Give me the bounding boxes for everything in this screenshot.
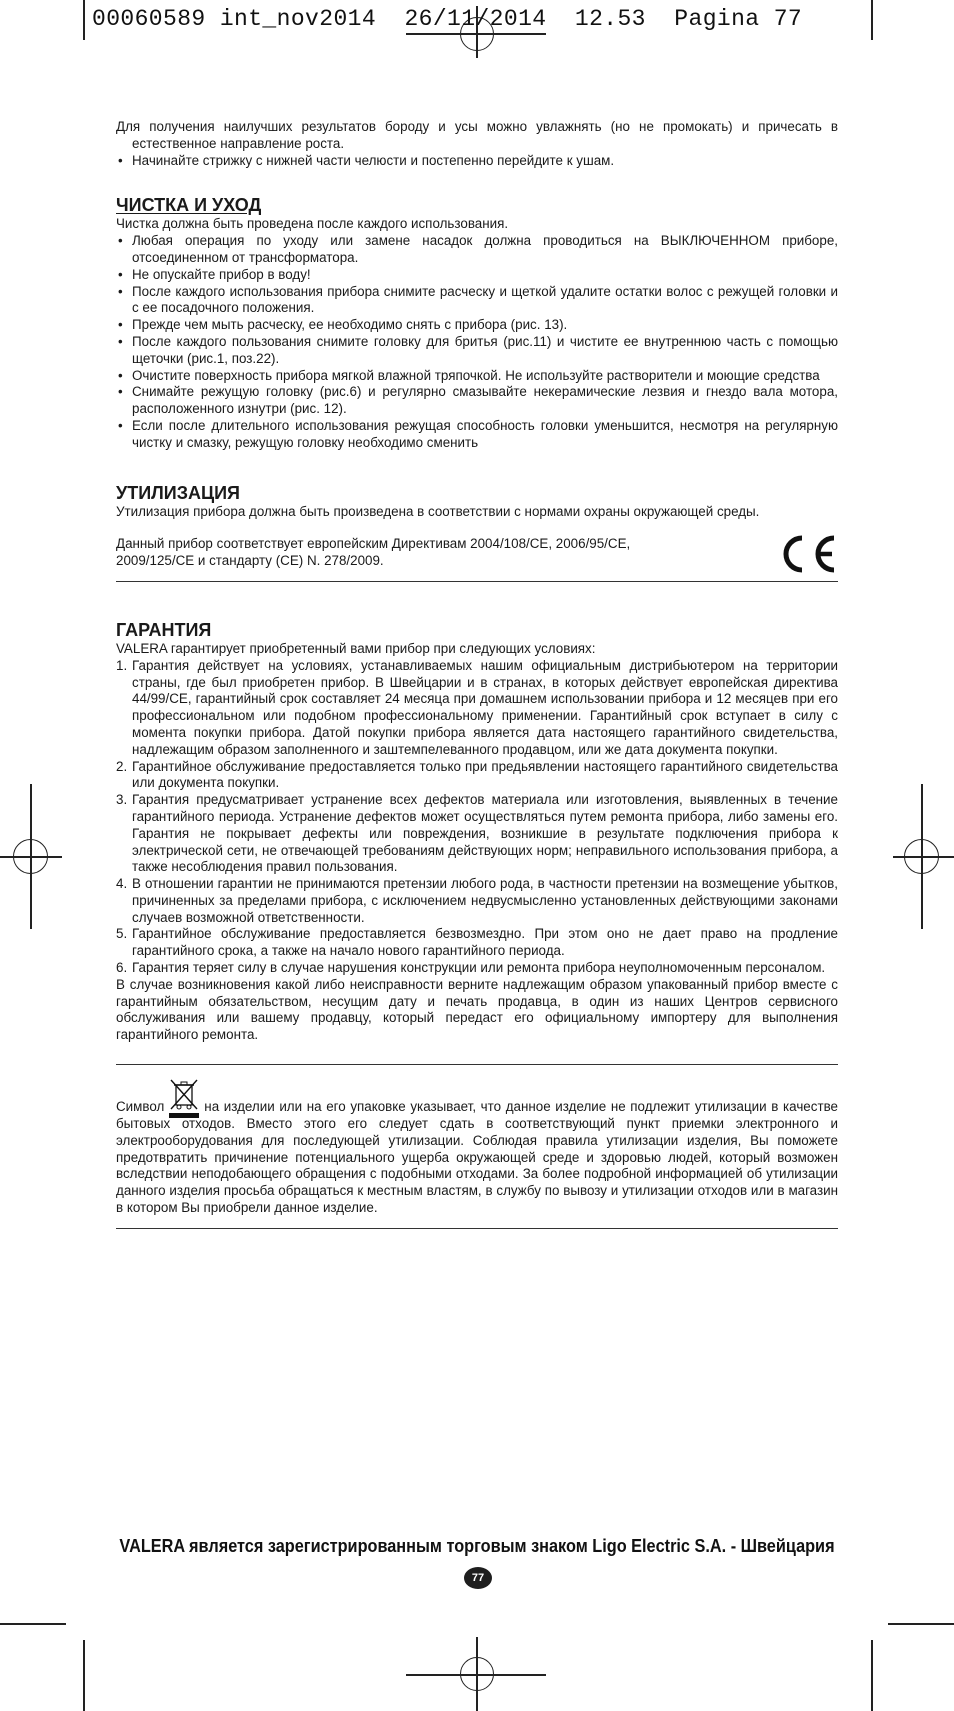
crop-mark-top-right-vertical bbox=[871, 0, 873, 40]
list-item: • Прежде чем мыть расческу, ее необходимо снять с прибора (рис. 13). bbox=[116, 317, 838, 334]
trademark-footer: VALERA является зарегистрированным торговым знаком Ligo Electric S.A. - Швейцария bbox=[119, 1535, 835, 1556]
warranty-section bbox=[116, 619, 838, 1044]
list-item: • Начинайте стрижку с нижней части челюсти и постепенно перейдите к ушам. bbox=[116, 153, 838, 170]
list-item: • После каждого использования прибора снимите расческу и щеткой удалите остатки волос с режущей головки и с ее посадочного положения. bbox=[116, 284, 838, 318]
weee-section bbox=[116, 1077, 838, 1217]
list-item: 1. Гарантия действует на условиях, устанавливаемых нашим официальным дистрибьютером на территории страны, где был приобретен прибор. В Швейцарии и в странах, в которых действует европейская директива 44/99/CE, гарантийный срок составляет 24 месяца при домашнем использовании прибора и 12 месяцев при его профессиональном или подобном профессиональному применении. Гарантийный срок вступает в силу с момента покупки прибора. Датой покупки прибора является дата настоящего гарантийного свидетельства, надлежащим образом заполненного и заштемпелеванного продавцом, или же дата документа покупки. bbox=[116, 657, 838, 757]
cleaning-section bbox=[116, 194, 838, 451]
page-number-badge: 77 bbox=[464, 1567, 492, 1589]
weee-prefix: Символ bbox=[116, 1099, 165, 1115]
list-item: • Если после длительного использования режущая способность головки уменьшится, несмотря на регулярную чистку и смазку, режущую головку необходимо сменить bbox=[116, 418, 838, 452]
list-item: 3. Гарантия предусматривает устранение всех дефектов материала или изготовления, выявленных в течение гарантийного периода. Устранение дефектов может осуществляться путем ремонта прибора, либо замены его. Гарантия не покрывает дефекты или повреждения, возникшие в результате подключения прибора к электрической сети, не отвечающей требованиям действующих норм; неправильного использования прибора, а также несоблюдения правил пользования. bbox=[116, 792, 838, 875]
print-slug-line: 00060589 int_nov2014 26/11/2014 12.53 Pagina 77 bbox=[92, 6, 803, 32]
intro-bullet-list bbox=[116, 153, 838, 170]
warranty-conditions-list bbox=[116, 658, 838, 977]
intro-paragraph: Для получения наилучших результатов бороду и усы можно увлажнять (но не промокать) и причесать в естественное направление роста. bbox=[116, 119, 838, 151]
ce-mark-icon bbox=[774, 532, 838, 576]
directive-line: Данный прибор соответствует европейским Директивам 2004/108/CE, 2006/95/CE, bbox=[116, 536, 631, 552]
list-item: 4. В отношении гарантии не принимаются претензии любого рода, в частности претензии на возмещение убытков, причиненных за пределами прибора, с исключением недвусмысленно установленных действующими законами случаев возможной ответственности. bbox=[116, 876, 838, 925]
warranty-closing: В случае возникновения какой либо неисправности верните надлежащим образом упакованный прибор вместе с гарантийным обязательством, несущим дату и печать продавца, в один из наших Центров сервисного обслуживания или вашему продавцу, который передаст его официальному импортеру для выполнения гарантийного ремонта. bbox=[116, 976, 838, 1043]
warranty-heading: ГАРАНТИЯ bbox=[116, 619, 212, 640]
weee-paragraph bbox=[116, 1077, 838, 1217]
disposal-section bbox=[116, 482, 838, 582]
list-item: • Очистите поверхность прибора мягкой влажной тряпочкой. Не используйте растворители и моющие средства bbox=[116, 368, 838, 385]
list-item: • После каждого пользования снимите головку для бритья (рис.11) и чистите ее внутреннюю часть с помощью щеточки (рис.1, поз.22). bbox=[116, 334, 838, 368]
section-divider bbox=[116, 1228, 838, 1229]
cleaning-lead: Чистка должна быть проведена после каждого использования. bbox=[116, 216, 509, 232]
list-item: • Любая операция по уходу или замене насадок должна проводиться на ВЫКЛЮЧЕННОМ приборе, отсоединенном от трансформатора. bbox=[116, 233, 838, 267]
directive-line: 2009/125/CE и стандарту (CE) N. 278/2009. bbox=[116, 553, 384, 569]
crop-mark-bottom-left-vertical bbox=[83, 1640, 85, 1711]
crop-mark-bottom-right-horizontal bbox=[888, 1623, 954, 1625]
cleaning-bullet-list bbox=[116, 233, 838, 451]
list-item: 6. Гарантия теряет силу в случае нарушения конструкции или ремонта прибора неуполномоченным персоналом. bbox=[116, 960, 826, 976]
list-item: • Снимайте режущую головку (рис.6) и регулярно смазывайте некерамические лезвия и гнездо вала мотора, расположенного изнутри (рис. 12). bbox=[116, 384, 838, 418]
crop-mark-top-left-vertical bbox=[83, 0, 85, 40]
crossed-out-wheelie-bin-icon bbox=[166, 1077, 202, 1119]
weee-text: на изделии или на его упаковке указывает, что данное изделие не подлежит утилизации в качестве бытовых отходов. Вместо этого его следует сдать в соответствующий пункт приемки электронного и электрооборудования для последующей утилизации. Соблюдая правила утилизации изделия, Вы поможете предотвратить причинение потенциального ущерба окружающей среде и здоровью людей, который возможен вследствии неподобающего обращения с подобными отходами. За более подробной информацией об утилизации данного изделия просьба обращаться к местным властям, в службу по вывозу и утилизации отходов или в магазин в котором Вы приобрели данное изделие. bbox=[116, 1099, 838, 1216]
warranty-lead: VALERA гарантирует приобретенный вами прибор при следующих условиях: bbox=[116, 640, 596, 656]
cleaning-heading: ЧИСТКА И УХОД bbox=[116, 195, 262, 216]
list-item: • Не опускайте прибор в воду! bbox=[116, 267, 838, 284]
intro-section bbox=[116, 119, 838, 169]
disposal-text: Утилизация прибора должна быть произведена в соответствии с нормами охраны окружающей среды. bbox=[116, 503, 760, 519]
document-body bbox=[116, 119, 838, 1229]
crop-mark-bottom-left-horizontal bbox=[0, 1623, 66, 1625]
list-item: 5. Гарантийное обслуживание предоставляется безвозмездно. При этом оно не дает право на продление гарантийного срока, а также на начало нового гарантийного периода. bbox=[116, 926, 838, 959]
disposal-heading: УТИЛИЗАЦИЯ bbox=[116, 482, 240, 503]
list-item: 2. Гарантийное обслуживание предоставляется только при предьявлении настоящего гарантийного свидетельства или документа покупки. bbox=[116, 758, 838, 791]
crop-mark-bottom-right-vertical bbox=[871, 1640, 873, 1711]
directive-block bbox=[116, 536, 838, 570]
